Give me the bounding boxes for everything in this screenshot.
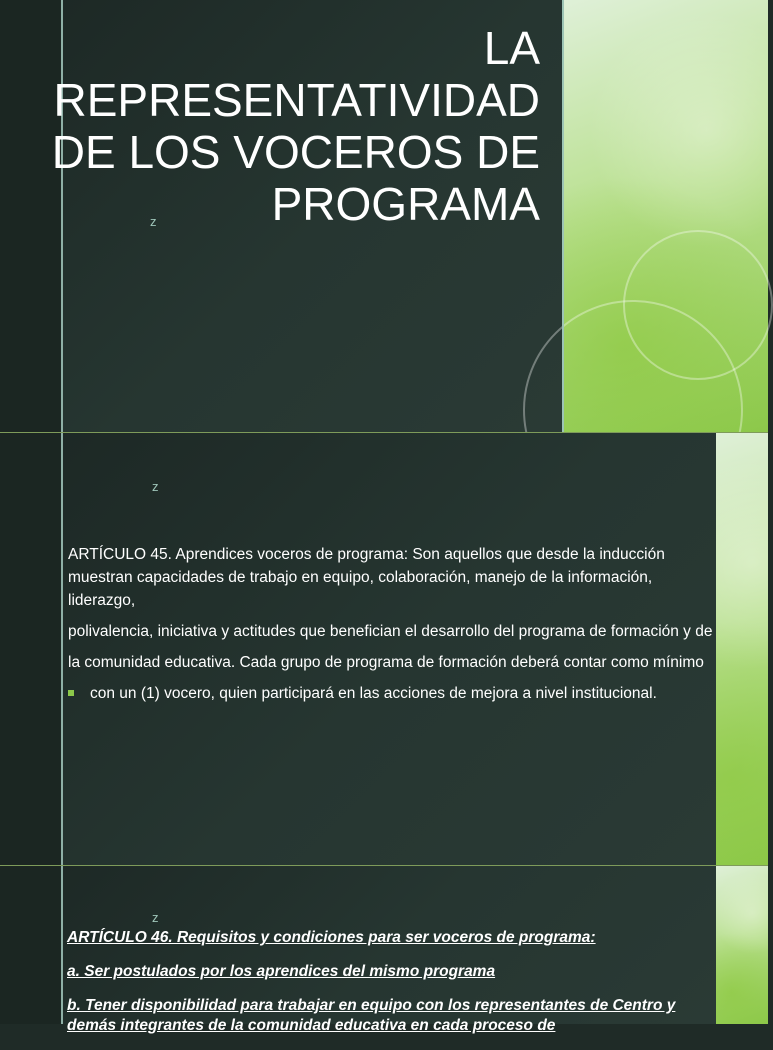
paragraph: la comunidad educativa. Cada grupo de programa de formación deberá contar como mínimo (68, 654, 704, 671)
slide-article-46 (0, 866, 768, 1034)
left-strip (0, 433, 62, 865)
panel-separator-line (562, 0, 564, 432)
green-decorative-panel (716, 433, 768, 865)
vertical-accent-line (61, 866, 63, 1024)
paragraph: ARTÍCULO 45. Aprendices voceros de programa: Son aquellos que desde la inducción muestran capacidades de trabajo en equipo, colaboración, manejo de la información, liderazgo, (68, 546, 665, 609)
paragraph: polivalencia, iniciativa y actitudes que benefician el desarrollo del programa de formación y de (68, 623, 713, 640)
green-decorative-panel (716, 866, 768, 1024)
vertical-accent-line (61, 433, 63, 865)
bullet-text: con un (1) vocero, quien participará en las acciones de mejora a nivel institucional. (90, 685, 657, 702)
slide-mark: z (152, 479, 159, 494)
slide-mark: z (150, 214, 157, 229)
bullet-icon (68, 690, 74, 696)
requirement-heading: ARTÍCULO 46. Requisitos y condiciones para ser voceros de programa: (67, 929, 596, 946)
slide-mark: z (152, 910, 159, 925)
green-decorative-panel (563, 0, 768, 432)
slide-title-text: LA REPRESENTATIVIDAD DE LOS VOCEROS DE PROGRAMA (51, 22, 540, 230)
slide-title (0, 0, 768, 432)
slide-article-45 (0, 433, 768, 865)
requirement-item: a. Ser postulados por los aprendices del mismo programa (67, 963, 496, 980)
article-45-body (68, 543, 714, 705)
bullet-item (68, 682, 714, 705)
requirement-item: b. Tener disponibilidad para trabajar en equipo con los representantes de Centro y demás integrantes de la comunidad educativa en cada proceso de (67, 997, 676, 1034)
left-strip (0, 866, 62, 1024)
article-46-requirements (67, 928, 713, 1050)
